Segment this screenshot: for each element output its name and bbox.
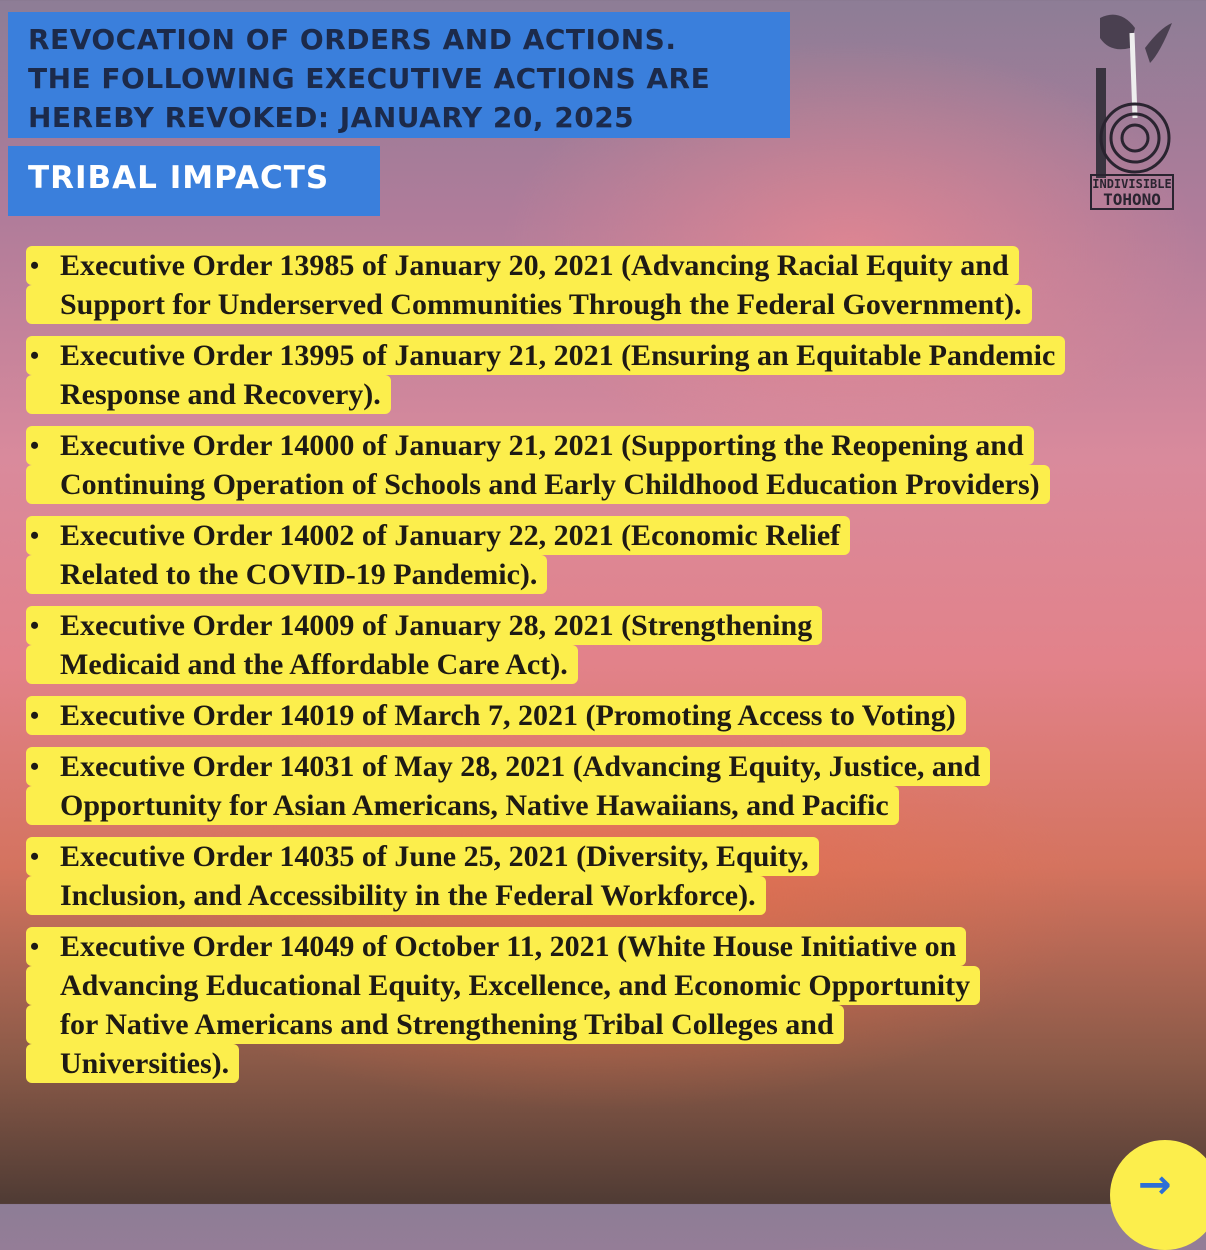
next-slide-button[interactable] <box>1110 1140 1206 1250</box>
executive-orders-list <box>26 246 1065 1095</box>
arrow-right-icon: → <box>1138 1162 1172 1208</box>
list-item-text: for Native Americans and Strengthening Tribal Colleges and <box>26 1005 844 1044</box>
bullet-icon: • <box>30 932 40 961</box>
list-item-text: Executive Order 13985 of January 20, 2021 (Advancing Racial Equity and <box>26 246 1019 285</box>
title-line: THE FOLLOWING EXECUTIVE ACTIONS ARE <box>28 62 711 95</box>
list-item-text: Advancing Educational Equity, Excellence, and Economic Opportunity <box>26 966 980 1005</box>
list-item-text: Executive Order 14049 of October 11, 2021 (White House Initiative on <box>26 927 966 966</box>
bullet-icon: • <box>30 752 40 781</box>
list-item-text: Response and Recovery). <box>26 375 391 414</box>
list-item <box>26 927 1065 1083</box>
list-item <box>26 747 1065 825</box>
list-item-text: Executive Order 14035 of June 25, 2021 (Diversity, Equity, <box>26 837 819 876</box>
list-item-text: Universities). <box>26 1044 239 1083</box>
list-item <box>26 696 1065 735</box>
list-item <box>26 426 1065 504</box>
list-item-text: Medicaid and the Affordable Care Act). <box>26 645 578 684</box>
list-item-text: Opportunity for Asian Americans, Native Hawaiians, and Pacific <box>26 786 899 825</box>
list-item-text: Executive Order 14031 of May 28, 2021 (Advancing Equity, Justice, and <box>26 747 990 786</box>
bullet-icon: • <box>30 611 40 640</box>
list-item-text: Support for Underserved Communities Through the Federal Government). <box>26 285 1032 324</box>
list-item-text: Executive Order 14019 of March 7, 2021 (Promoting Access to Voting) <box>26 696 966 735</box>
bullet-icon: • <box>30 521 40 550</box>
bullet-icon: • <box>30 842 40 871</box>
list-item-text: Executive Order 14002 of January 22, 2021 (Economic Relief <box>26 516 850 555</box>
title-line: REVOCATION OF ORDERS AND ACTIONS. <box>28 23 677 56</box>
subtitle: TRIBAL IMPACTS <box>28 160 330 196</box>
title-box <box>8 12 790 138</box>
list-item-text: Inclusion, and Accessibility in the Federal Workforce). <box>26 876 766 915</box>
logo-text: INDIVISIBLE <box>1092 177 1172 191</box>
list-item-text: Executive Order 14009 of January 28, 2021 (Strengthening <box>26 606 822 645</box>
list-item <box>26 246 1065 324</box>
bullet-icon: • <box>30 341 40 370</box>
bullet-icon: • <box>30 251 40 280</box>
list-item-text: Executive Order 14000 of January 21, 2021 (Supporting the Reopening and <box>26 426 1034 465</box>
logo-artwork-icon <box>1090 8 1174 178</box>
list-item <box>26 516 1065 594</box>
logo-text: TOHONO <box>1103 190 1161 209</box>
indivisible-tohono-logo <box>1090 8 1174 210</box>
bullet-icon: • <box>30 701 40 730</box>
title-line: HEREBY REVOKED: JANUARY 20, 2025 <box>28 101 635 134</box>
list-item-text: Executive Order 13995 of January 21, 2021 (Ensuring an Equitable Pandemic <box>26 336 1065 375</box>
list-item-text: Continuing Operation of Schools and Early Childhood Education Providers) <box>26 465 1050 504</box>
list-item-text: Related to the COVID-19 Pandemic). <box>26 555 547 594</box>
subtitle-box <box>8 146 380 216</box>
bullet-icon: • <box>30 431 40 460</box>
list-item <box>26 837 1065 915</box>
list-item <box>26 606 1065 684</box>
list-item <box>26 336 1065 414</box>
